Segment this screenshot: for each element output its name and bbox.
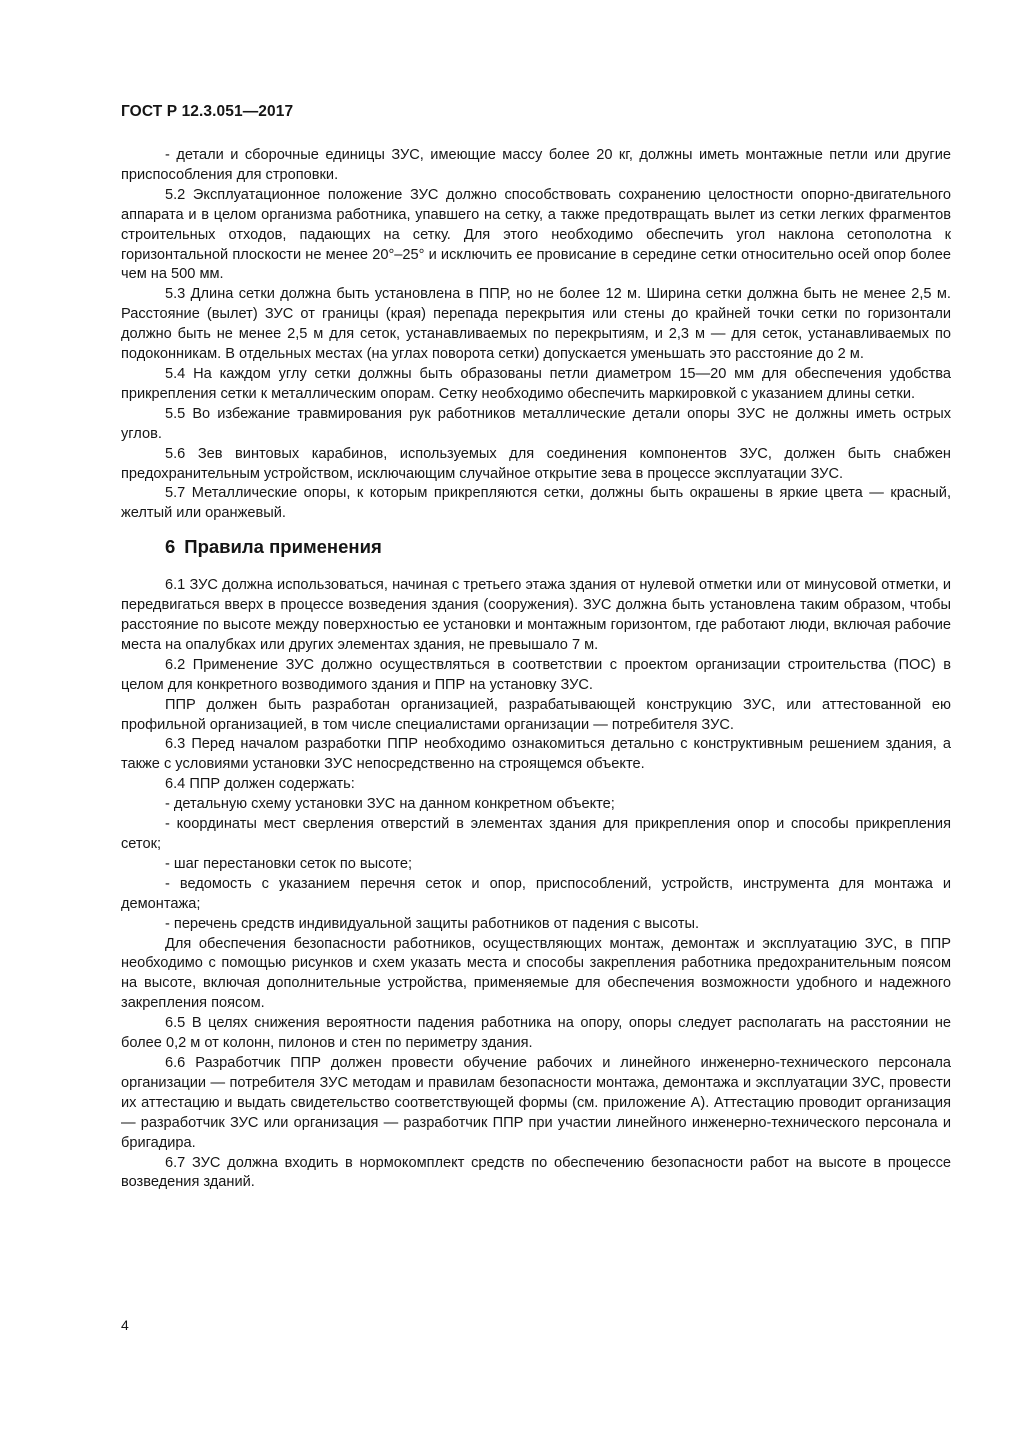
paragraph-5-2: 5.2 Эксплуатационное положение ЗУС должно способствовать сохранению целостности опорно-двигательного аппарата и в целом организма работника, упавшего на сетку, а также предотвращать вылет из сетки легких фрагментов строительных отходов, падающих на сетку. Для этого необходимо обеспечить угол наклона сетополотна к горизонтальной плоскости не менее 20°–25° и исключить ее провисание в середине сетки относительно осей опор более чем на 500 мм. (121, 186, 951, 283)
paragraph-5-3: 5.3 Длина сетки должна быть установлена в ППР, но не более 12 м. Ширина сетки должна быть не менее 2,5 м. Расстояние (вылет) ЗУС от границы (края) перепада перекрытия или стены до крайней точки сетки по горизонтали должно быть не менее 2,5 м для сеток, устанавливаемых по перекрытиям, и 2,3 м — для сеток, устанавливаемых по подоконникам. В отдельных местах (на углах поворота сетки) допускается уменьшать это расстояние до 2 м. (121, 286, 951, 363)
paragraph-6-1: 6.1 ЗУС должна использоваться, начиная с третьего этажа здания от нулевой отметки или от минусовой отметки, и передвигаться вверх в процессе возведения здания (сооружения). ЗУС должна быть установлена таким образом, чтобы расстояние по высоте между поверхностью ее установки и монтажным горизонтом, где работают люди, включая рабочие места на опалубках или других элементах здания, не превышало 7 м. (121, 577, 951, 653)
paragraph-5-6: 5.6 Зев винтовых карабинов, используемых для соединения компонентов ЗУС, должен быть снабжен предохранительным устройством, исключающим случайное открытие зева в процессе эксплуатации ЗУС. (121, 445, 951, 482)
list-item: - перечень средств индивидуальной защиты работников от падения с высоты. (165, 915, 700, 932)
section-heading (121, 535, 951, 559)
paragraph-5-1-item: - детали и сборочные единицы ЗУС, имеющие массу более 20 кг, должны иметь монтажные петли или другие приспособления для строповки. (121, 147, 951, 183)
list-item: - детальную схему установки ЗУС на данном конкретном объекте; (165, 796, 615, 813)
section-title: Правила применения (184, 536, 382, 558)
list-item: - ведомость с указанием перечня сеток и опор, приспособлений, устройств, инструмента для монтажа и демонтажа; (121, 875, 951, 912)
page-number: 4 (121, 1317, 129, 1333)
section-number: 6 (165, 536, 176, 558)
paragraph-6-3: 6.3 Перед началом разработки ППР необходимо ознакомиться детально с конструктивным решением здания, а также с условиями установки ЗУС непосредственно на строящемся объекте. (121, 736, 951, 773)
paragraph-5-5: 5.5 Во избежание травмирования рук работников металлические детали опоры ЗУС не должны иметь острых углов. (121, 405, 951, 442)
paragraph-6-4-safety: Для обеспечения безопасности работников, осуществляющих монтаж, демонтаж и эксплуатацию ЗУС, в ППР необходимо с помощью рисунков и схем указать места и способы закрепления работника предохранительным поясом на высоте, включая дополнительные устройства, применяемые для обеспечения возможности удобного и надежного закрепления поясом. (121, 935, 951, 1012)
list-item: - шаг перестановки сеток по высоте; (165, 855, 413, 872)
document-body (121, 146, 951, 1193)
list-item: - координаты мест сверления отверстий в элементах здания для прикрепления опор и способы прикрепления сеток; (121, 816, 951, 852)
paragraph-5-7: 5.7 Металлические опоры, к которым прикрепляются сетки, должны быть окрашены в яркие цвета — красный, желтый или оранжевый. (121, 485, 951, 522)
standard-code-header: ГОСТ Р 12.3.051—2017 (121, 103, 294, 120)
paragraph-6-2: 6.2 Применение ЗУС должно осуществляться в соответствии с проектом организации строительства (ПОС) в целом для конкретного возводимого здания и ППР на установку ЗУС. (121, 656, 951, 693)
paragraph-6-7: 6.7 ЗУС должна входить в нормокомплект средств по обеспечению безопасности работ на высоте в процессе возведения зданий. (121, 1154, 951, 1191)
paragraph-6-5: 6.5 В целях снижения вероятности падения работника на опору, опоры следует располагать на расстоянии не более 0,2 м от колонн, пилонов и стен по периметру здания. (121, 1015, 951, 1052)
paragraph-6-4: 6.4 ППР должен содержать: (165, 776, 355, 793)
paragraph-5-4: 5.4 На каждом углу сетки должны быть образованы петли диаметром 15—20 мм для обеспечения удобства прикрепления сетки к металлическим опорам. Сетку необходимо обеспечить маркировкой с указанием длины сетки. (121, 365, 951, 402)
paragraph-6-6: 6.6 Разработчик ППР должен провести обучение рабочих и линейного инженерно-технического персонала организации — потребителя ЗУС методам и правилам безопасности монтажа, демонтажа и эксплуатации ЗУС, провести их аттестацию и выдать свидетельство соответствующей формы (см. приложение А). Аттестацию проводит организация — разработчик ЗУС или организация — разработчик ППР при участии линейного инженерно-технического персонала и бригадира. (121, 1054, 951, 1151)
paragraph-6-2-ppr: ППР должен быть разработан организацией, разрабатывающей конструкцию ЗУС, или аттестованной ею профильной организацией, в том числе специалистами организации — потребителя ЗУС. (121, 696, 951, 733)
